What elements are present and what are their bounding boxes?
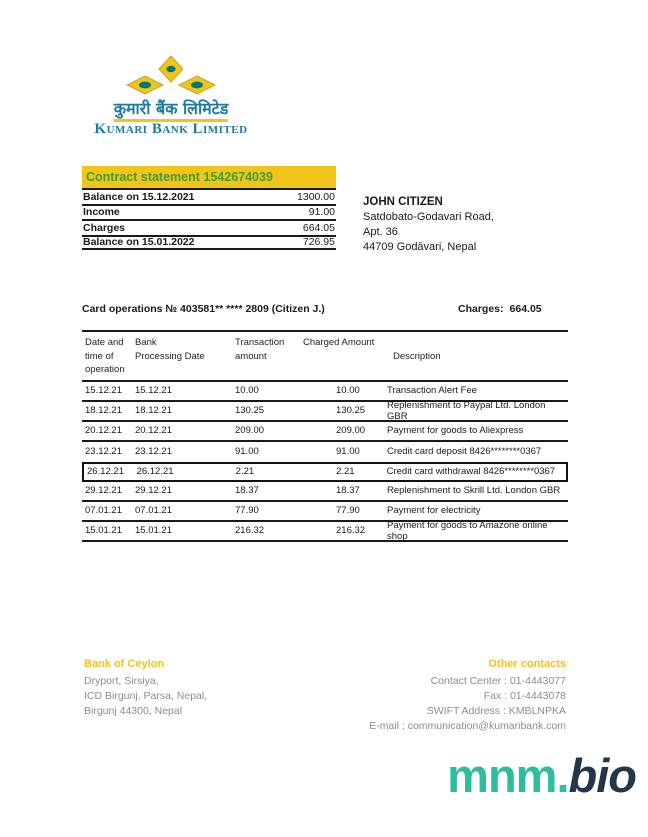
cell-bank-date: 20.12.21 <box>135 425 172 436</box>
kumari-bank-diamonds-icon <box>83 54 259 100</box>
cell-amount: 18.37 <box>235 485 259 496</box>
watermark-part1: mnm. <box>447 749 569 802</box>
balance-label: Balance on 15.12.2021 <box>83 190 195 203</box>
cell-amount: 10.00 <box>235 385 259 396</box>
footer-line: Dryport, Sirsiya, <box>84 675 159 687</box>
card-operations-charges <box>458 303 542 315</box>
bank-name-nepali: कुमारी बैंक लिमिटेड <box>114 100 229 122</box>
cell-date: 20.12.21 <box>85 425 122 436</box>
balance-row <box>82 235 336 251</box>
header-transaction-amount: Transaction amount <box>235 337 285 362</box>
cell-charged: 130.25 <box>336 405 366 416</box>
customer-name: JOHN CITIZEN <box>363 196 443 208</box>
cell-bank-date: 15.01.21 <box>135 525 172 536</box>
table-row <box>82 399 568 422</box>
charges-value: 664.05 <box>509 303 542 315</box>
bank-logo <box>82 54 260 137</box>
balance-row <box>82 204 336 220</box>
cell-bank-date: 07.01.21 <box>135 505 172 516</box>
cell-bank-date: 29.12.21 <box>135 485 172 496</box>
cell-amount: 91.00 <box>235 446 259 457</box>
cell-description: Credit card withdrawal 8426********0367 <box>386 466 556 477</box>
cell-bank-date: 23.12.21 <box>135 446 172 457</box>
cell-date: 18.12.21 <box>85 405 122 416</box>
balance-row <box>82 219 336 235</box>
cell-description: Payment for goods to Aliexpress <box>387 425 524 436</box>
footer-line: Contact Center : 01-4443077 <box>430 675 566 687</box>
footer-line: Birgunj 44300, Nepal <box>84 705 183 717</box>
cell-description: Replenishment to Skrill Ltd. London GBR <box>387 485 561 496</box>
footer-line: SWIFT Address : KMBLNPKA <box>426 705 566 717</box>
bank-name-english: Kumari Bank Limited <box>94 121 248 137</box>
address-line: Satdobato-Godavari Road, <box>363 211 494 223</box>
contract-statement-header <box>82 166 336 188</box>
footer-contacts-title: Other contacts <box>488 658 566 670</box>
cell-description: Transaction Alert Fee <box>387 385 477 396</box>
header-description: Description <box>393 350 441 362</box>
table-row <box>82 422 568 442</box>
balance-value: 91.00 <box>308 206 335 219</box>
footer-bank-title: Bank of Ceylon <box>84 658 165 670</box>
table-row <box>82 442 568 462</box>
cell-amount: 2.21 <box>235 466 255 477</box>
cell-charged: 77.90 <box>336 505 360 516</box>
cell-description: Payment for electricity <box>387 505 481 516</box>
cell-date: 26.12.21 <box>87 466 124 477</box>
balance-value: 664.05 <box>302 221 335 234</box>
cell-amount: 77.90 <box>235 505 259 516</box>
cell-date: 07.01.21 <box>85 505 122 516</box>
customer-address-block <box>363 195 494 255</box>
footer-line: Fax : 01-4443078 <box>483 690 566 702</box>
address-line: 44709 Godāvari, Nepal <box>363 241 477 253</box>
card-operations-title: Card operations № 403581** **** 2809 (Citizen J.) <box>82 303 325 315</box>
watermark-part2: bio <box>568 749 636 802</box>
cell-amount: 130.25 <box>235 405 265 416</box>
address-line: Apt. 36 <box>363 226 398 238</box>
contract-statement-title: Contract statement 1542674039 <box>86 170 273 184</box>
balance-label: Income <box>83 206 120 219</box>
header-bank-date-line1: Bank <box>135 337 157 348</box>
table-row <box>82 482 568 502</box>
cell-bank-date: 18.12.21 <box>135 405 172 416</box>
mnm-bio-watermark <box>447 748 636 803</box>
cell-charged: 10.00 <box>336 385 360 396</box>
balance-value: 726.95 <box>302 236 335 249</box>
table-row <box>82 502 568 522</box>
header-date: Date and time of operation <box>85 337 125 375</box>
cell-charged: 216.32 <box>336 525 366 536</box>
table-row <box>82 382 568 402</box>
header-charged-amount: Charged Amount <box>303 337 375 348</box>
table-header-row <box>82 330 568 382</box>
footer-line: E-mail : communication@kumaribank.com <box>369 720 566 732</box>
balance-row <box>82 188 336 204</box>
balance-summary-table <box>82 188 336 250</box>
header-bank-date <box>135 336 235 377</box>
footer-other-contacts <box>369 658 566 734</box>
balance-label: Charges <box>83 221 126 234</box>
cell-charged: 91.00 <box>336 446 360 457</box>
balance-value: 1300.00 <box>297 190 335 203</box>
card-operations-table <box>82 330 568 542</box>
cell-charged: 209.00 <box>336 425 366 436</box>
cell-charged: 18.37 <box>336 485 360 496</box>
cell-description: Replenishment to Paypal Ltd. London GBR <box>387 399 546 422</box>
cell-amount: 209.00 <box>235 425 265 436</box>
cell-date: 15.12.21 <box>85 385 122 396</box>
cell-description: Credit card deposit 8426********0367 <box>387 446 542 457</box>
balance-label: Balance on 15.01.2022 <box>83 236 195 249</box>
cell-description: Payment for goods to Amazone online shop <box>387 519 548 542</box>
cell-bank-date: 15.12.21 <box>135 385 172 396</box>
footer-line: ICD Birgunj, Parsa, Nepal, <box>84 690 208 702</box>
table-row-highlighted <box>82 462 568 482</box>
table-row <box>82 519 568 542</box>
cell-bank-date: 26.12.21 <box>136 466 174 477</box>
cell-date: 15.01.21 <box>85 525 122 536</box>
cell-date: 23.12.21 <box>85 446 122 457</box>
cell-amount: 216.32 <box>235 525 265 536</box>
charges-label: Charges: <box>458 303 504 315</box>
footer-bank-address <box>84 658 207 719</box>
cell-charged: 2.21 <box>336 466 355 477</box>
cell-date: 29.12.21 <box>85 485 122 496</box>
header-bank-date-line2: Processing Date <box>135 350 205 362</box>
